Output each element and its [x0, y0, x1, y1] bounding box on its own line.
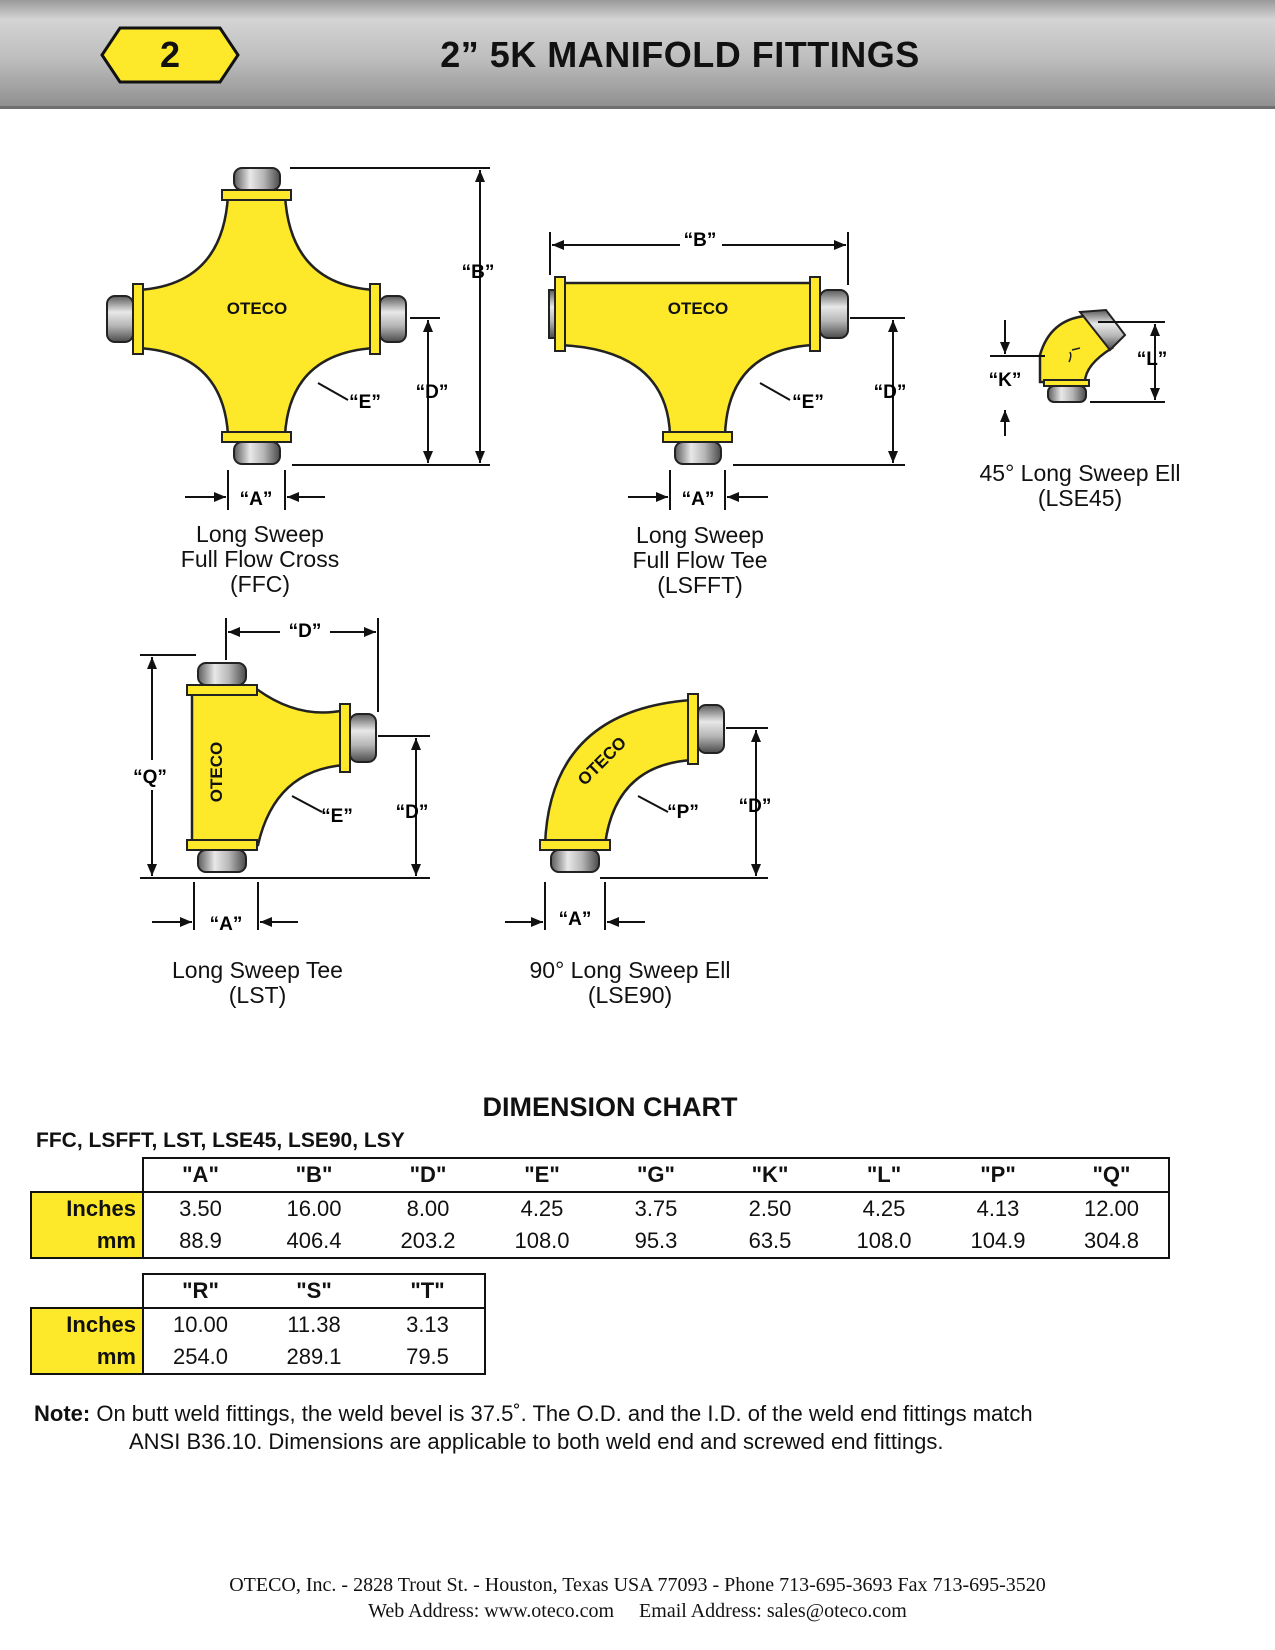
note-line1: On butt weld fittings, the weld bevel is 37.5˚. The O.D. and the I.D. of the weld end fittings match	[90, 1401, 1033, 1426]
lse90-dim-d: “D”	[738, 796, 772, 817]
lse45-dim-l: “L”	[1136, 349, 1168, 370]
table-cell: 2.50	[748, 1196, 792, 1221]
ffc-caption-line3: (FFC)	[229, 571, 291, 597]
table-cell: 10.00	[172, 1312, 229, 1337]
column-header: "E"	[485, 1158, 599, 1192]
table-header-row	[31, 1158, 1169, 1192]
row-label-inches: Inches	[31, 1192, 143, 1225]
column-header: "R"	[143, 1274, 257, 1308]
lst-dim-a: “A”	[209, 914, 243, 935]
lse45-caption	[940, 461, 1220, 511]
table-cell: 11.38	[287, 1312, 341, 1337]
table-cell: 16.00	[286, 1196, 342, 1221]
lst-dim-d-top: “D”	[288, 621, 322, 642]
lst-brand-label: OTECO	[207, 741, 226, 803]
table-cell: 108.0	[856, 1228, 912, 1253]
dimension-chart-title: DIMENSION CHART	[482, 1092, 738, 1122]
lse90-caption-line1: 90° Long Sweep Ell	[529, 957, 731, 983]
column-header: "T"	[371, 1274, 485, 1308]
row-label-inches: Inches	[31, 1308, 143, 1341]
table-cell: 304.8	[1083, 1228, 1140, 1253]
table-cell: 108.0	[514, 1228, 570, 1253]
lse90-dim-a: “A”	[558, 909, 592, 930]
column-header: "G"	[599, 1158, 713, 1192]
ffc-dim-b: “B”	[461, 262, 495, 283]
column-header: "S"	[257, 1274, 371, 1308]
page-title: 2” 5K MANIFOLD FITTINGS	[440, 34, 920, 75]
footer	[0, 1572, 1275, 1624]
lsfft-caption-line3: (LSFFT)	[657, 572, 743, 598]
table-cell: 406.4	[286, 1228, 342, 1253]
table-row-mm	[31, 1225, 1169, 1258]
lsfft-dim-e: “E”	[792, 392, 824, 413]
row-label-mm: mm	[31, 1341, 143, 1374]
table-cell: 289.1	[286, 1344, 342, 1369]
table-cell: 79.5	[406, 1344, 449, 1369]
table-row-mm	[31, 1341, 485, 1374]
lsfft-caption-line2: Full Flow Tee	[632, 547, 768, 573]
footer-address: OTECO, Inc. - 2828 Trout St. - Houston, Texas USA 77093 - Phone 713-695-3693 Fax 713-695-3520	[229, 1574, 1046, 1596]
lse45-caption-line2: (LSE45)	[1037, 485, 1123, 511]
column-header: "P"	[941, 1158, 1055, 1192]
table-cell: 12.00	[1083, 1196, 1140, 1221]
lsfft-caption-line1: Long Sweep	[636, 522, 764, 548]
table-corner	[31, 1158, 143, 1192]
table-cell: 3.75	[634, 1196, 678, 1221]
column-header: "D"	[371, 1158, 485, 1192]
lst-caption	[140, 958, 375, 1008]
lse45-caption-line1: 45° Long Sweep Ell	[979, 460, 1181, 486]
page-number: 2	[159, 34, 181, 75]
lse90-caption-line2: (LSE90)	[587, 982, 673, 1008]
lst-dim-e: “E”	[321, 806, 353, 827]
note	[34, 1400, 1234, 1456]
ffc-dim-d: “D”	[415, 382, 449, 403]
lst-dim-d-side: “D”	[395, 802, 429, 823]
column-header: "A"	[143, 1158, 257, 1192]
lsfft-dim-a: “A”	[681, 489, 715, 510]
row-label-mm: mm	[31, 1225, 143, 1258]
ffc-caption-line1: Long Sweep	[196, 521, 324, 547]
table-cell: 3.13	[406, 1312, 449, 1337]
table-cell: 63.5	[748, 1228, 792, 1253]
lsfft-caption	[590, 523, 810, 598]
lse90-fitting	[540, 694, 724, 872]
lse90-dim-p: “P”	[667, 802, 699, 823]
table-cell: 8.00	[406, 1196, 450, 1221]
table-cell: 4.25	[520, 1196, 564, 1221]
column-header: "L"	[827, 1158, 941, 1192]
footer-contact: Web Address: www.oteco.com Email Address: sales@oteco.com	[368, 1600, 907, 1622]
lsfft-dim-b: “B”	[683, 230, 717, 251]
column-header: "B"	[257, 1158, 371, 1192]
ffc-dim-e: “E”	[349, 392, 381, 413]
dimension-table-1	[30, 1157, 1170, 1259]
lst-caption-line2: (LST)	[228, 982, 287, 1008]
lsfft-brand-label: OTECO	[667, 299, 729, 318]
lse45-fitting	[1040, 310, 1125, 402]
table-header-row	[31, 1274, 485, 1308]
table-cell: 3.50	[179, 1196, 222, 1221]
lsfft-dim-d: “D”	[873, 382, 907, 403]
table-row-inches	[31, 1192, 1169, 1225]
dimension-table-2	[30, 1273, 486, 1375]
ffc-brand-label: OTECO	[226, 299, 288, 318]
ffc-caption	[150, 522, 370, 597]
lse90-caption	[505, 958, 755, 1008]
lst-caption-line1: Long Sweep Tee	[172, 957, 343, 983]
table-cell: 4.13	[976, 1196, 1020, 1221]
lst-dim-q: “Q”	[133, 767, 167, 788]
note-label: Note:	[34, 1401, 91, 1426]
note-line2: ANSI B36.10. Dimensions are applicable to both weld end and screwed end fittings.	[129, 1429, 944, 1454]
table-corner	[31, 1274, 143, 1308]
ffc-dim-a: “A”	[239, 489, 273, 510]
table-cell: 104.9	[970, 1228, 1026, 1253]
table-cell: 4.25	[862, 1196, 906, 1221]
lse45-dim-k: “K”	[988, 370, 1022, 391]
ffc-caption-line2: Full Flow Cross	[180, 546, 340, 572]
table-cell: 88.9	[179, 1228, 222, 1253]
dimension-chart-subtitle: FFC, LSFFT, LST, LSE45, LSE90, LSY	[36, 1129, 405, 1152]
table-cell: 203.2	[400, 1228, 456, 1253]
table-cell: 254.0	[172, 1344, 229, 1369]
lse90-brand-label: OTECO	[574, 733, 631, 790]
column-header: "Q"	[1055, 1158, 1169, 1192]
table-row-inches	[31, 1308, 485, 1341]
table-cell: 95.3	[634, 1228, 678, 1253]
column-header: "K"	[713, 1158, 827, 1192]
